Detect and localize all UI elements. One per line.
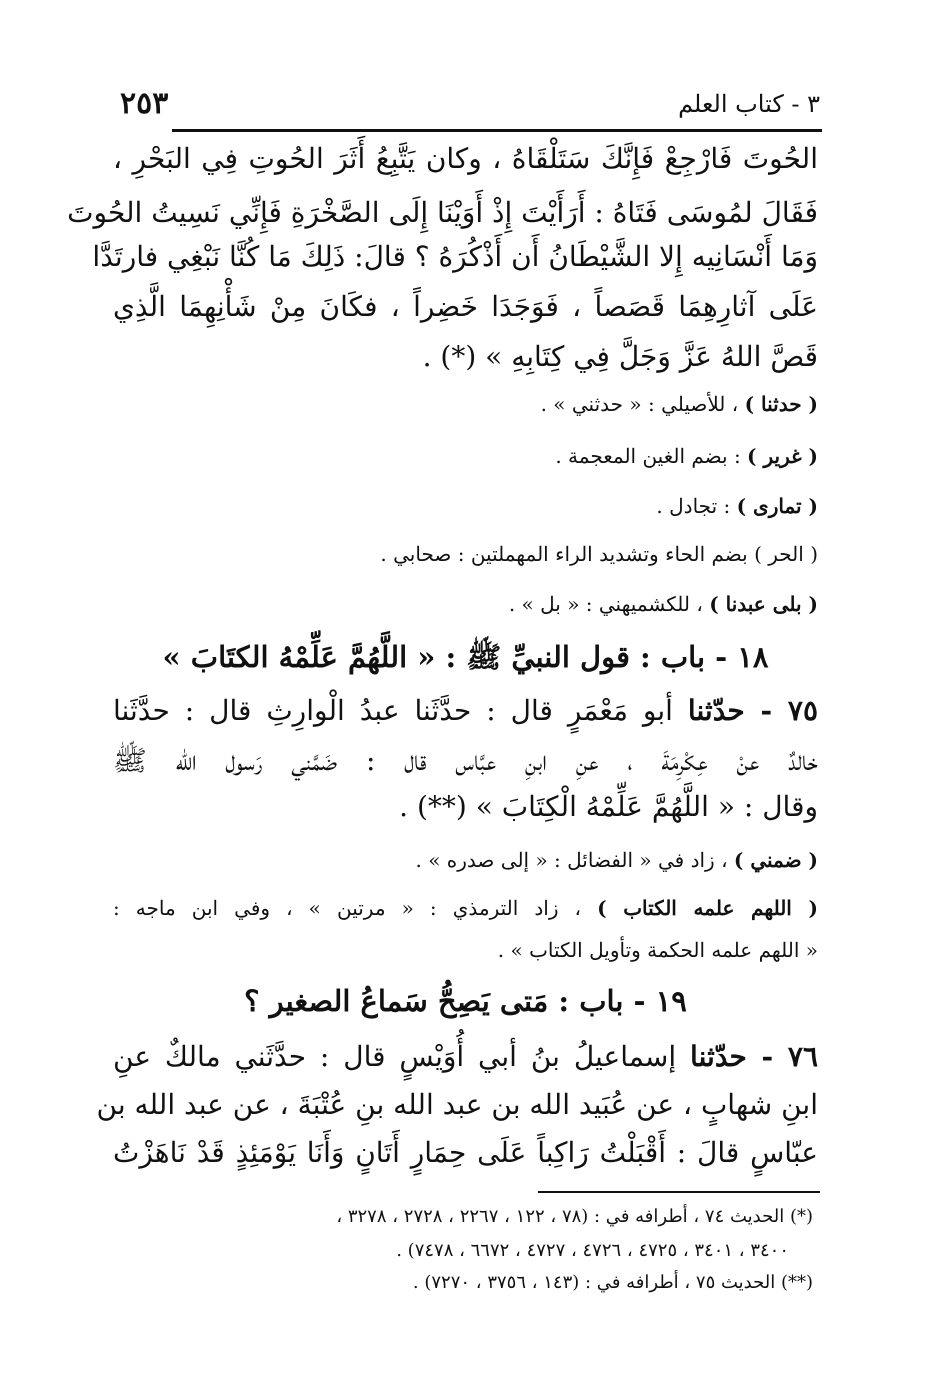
hadith-line: وقال : « اللَّهُمَّ عَلِّمْهُ الْكِتَابَ » (**) . — [399, 790, 818, 823]
gloss-text: بضم الحاء وتشديد الراء المهملتين : صحابي . — [380, 542, 755, 566]
hadith-number-lead: ٧٦ - حدّثنا — [690, 1040, 818, 1073]
footnote-rule — [538, 1191, 820, 1193]
gloss-term: ( بلى عبدنا ) — [709, 592, 818, 616]
hadith-line: خالدٌ عنْ عِكْرِمَةَ ، عنِ ابنِ عبَّاس قال : ضَمَّني رَسول الله ﷺ — [113, 744, 818, 777]
gloss-text: ، زاد الترمذي : « مرتين » ، وفي ابن ماجه : — [113, 896, 598, 920]
page-number: ٢٥٣ — [120, 86, 169, 121]
page-header — [120, 86, 820, 130]
gloss-note — [509, 592, 818, 616]
chapter-heading-19: ١٩ - باب : مَتى يَصِحُّ سَماعُ الصغير ؟ — [244, 984, 687, 1018]
text-line: فَقَالَ لمُوسَى فَتَاهُ : أَرَأَيْتَ إِذْ أَوَيْنَا إِلَى الصَّخْرَةِ فَإِنِّي نَسِيتُ الحُوتَ — [67, 196, 818, 229]
hadith-line — [113, 694, 818, 727]
gloss-note — [541, 392, 818, 416]
gloss-note: « اللهم علمه الحكمة وتأويل الكتاب » . — [497, 938, 818, 962]
text-line: قَصَّ اللهُ عَزَّ وَجَلَّ فِي كِتَابِهِ » (*) . — [422, 340, 818, 373]
text-line: وَمَا أَنْسَانِيه إِلا الشَّيْطَانُ أَن أَذْكُرَهُ ؟ قالَ: ذَلِكَ مَا كُنَّا نَبْغِي فارتَدَّا — [92, 240, 818, 273]
gloss-term: ( الحر ) — [754, 542, 818, 566]
text-line: عَلَى آثارِهِمَا قَصَصاً ، فَوَجَدَا خَضِراً ، فكَانَ مِنْ شَأْنِهِمَا الَّذِي — [113, 290, 818, 323]
hadith-line: ابنِ شهابٍ ، عن عُبَيد الله بن عبد الله بنِ عُتْبَةَ ، عن عبد الله بن — [96, 1088, 818, 1121]
chapter-heading-18: ١٨ - باب : قول النبيِّ ﷺ : « اللَّهُمَّ عَلِّمْهُ الكتَابَ » — [162, 640, 769, 674]
gloss-term: ( حدثنا ) — [744, 392, 818, 416]
hadith-number-lead: ٧٥ - حدّثنا — [687, 694, 818, 727]
gloss-text: ، للكشميهني : « بل » . — [508, 592, 710, 616]
footnote-line: (**) الحديث ٧٥ ، أطرافه في : (١٤٣ ، ٣٧٥٦ ، ٧٢٧٠) . — [412, 1272, 813, 1293]
header-rule — [172, 129, 822, 132]
hadith-line — [113, 1040, 818, 1073]
gloss-note — [555, 444, 818, 468]
gloss-term: ( تمارى ) — [736, 494, 818, 518]
gloss-note — [380, 542, 818, 566]
text-line: الحُوتَ فَارْجِعْ فَإِنَّكَ سَتَلْقَاهُ ، وكان يَتَّبِعُ أَثَرَ الحُوتِ فِي البَحْرِ ، — [113, 142, 818, 175]
gloss-text: ، زاد في « الفضائل : « إلى صدره » . — [415, 848, 734, 872]
gloss-text: : بضم الغين المعجمة . — [555, 444, 748, 468]
gloss-note — [656, 494, 818, 518]
gloss-text: : تجادل . — [656, 494, 737, 518]
gloss-term: ( اللهم علمه الكتاب ) — [597, 896, 818, 920]
hadith-text: أبو مَعْمَرٍ قال : حدَّثَنا عبدُ الْوارِثِ قال : حدَّثَنا — [113, 694, 688, 727]
hadith-text: إسماعيلُ بنُ أبي أُوَيْسٍ قال : حدَّثَني مالكٌ عنِ — [113, 1040, 691, 1073]
footnote-line: ٣٤٠٠ ، ٣٤٠١ ، ٤٧٢٥ ، ٤٧٢٦ ، ٤٧٢٧ ، ٦٦٧٢ ، ٧٤٧٨) . — [396, 1240, 789, 1261]
gloss-text: ، للأصيلي : « حدثني » . — [540, 392, 745, 416]
gloss-term: ( ضمني ) — [733, 848, 818, 872]
gloss-note — [415, 848, 818, 872]
gloss-term: ( غرير ) — [747, 444, 818, 468]
gloss-note — [113, 896, 818, 920]
hadith-line: عبّاسٍ قالَ : أَقْبَلْتُ رَاكِباً عَلَى حِمَارٍ أَتَانٍ وَأَنَا يَوْمَئِذٍ قَدْ نَاهَزْتُ — [113, 1136, 818, 1169]
running-chapter-title: ٣ - كتاب العلم — [678, 90, 820, 118]
footnote-line: (*) الحديث ٧٤ ، أطرافه في : (٧٨ ، ١٢٢ ، ٢٢٦٧ ، ٢٧٢٨ ، ٣٢٧٨ ، — [336, 1206, 813, 1227]
